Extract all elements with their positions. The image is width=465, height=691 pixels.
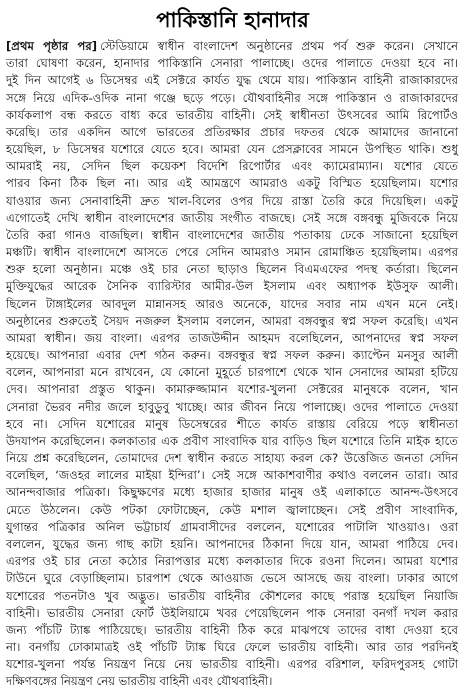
article-body	[6, 38, 458, 689]
article-line: হয়েছে। আপনারা এবার দেশ গঠন করুন। বঙ্গবন্ধুর স্বপ্ন সফল করুন। ক্যাপ্টেন মনসুর আলী	[6, 348, 458, 363]
article-line: সেনারা ভৈরব নদীর জলে হাবুডুবু খাচ্ছে। আর জীবন নিয়ে পালাচ্ছে। ওদের পালাতে দেওয়া	[6, 399, 458, 414]
headline: পাকিস্তানি হানাদার	[156, 8, 309, 32]
article-line: এগোতেই দেখি স্বাধীন বাংলাদেশের জাতীয় সংগীত বাজছে। সেই সঙ্গে বঙ্গবন্ধু মুজিবকে নিয়ে	[6, 210, 458, 225]
article-line: হয়েছিল, ৮ ডিসেম্বর যশোরে যেতে হবে। আমরা যেন প্রেসক্লাবের সামনে উপস্থিত থাকি। শুধু	[6, 142, 458, 157]
article-line: না। বনগাঁয় ঢোকামাত্রই ওই পাঁচটি ট্যাঙ্ক ঘিরে ফেলে ভারতীয় বাহিনী। আর তার পরদিনই	[6, 640, 458, 655]
article-line: দেব। আপনারা প্রস্তুত থাকুন। কামারুজ্জামান যশোর-খুলনা সেক্টরের মানুষকে বলেন, খান	[6, 382, 458, 397]
article-line: বাহিনী। ভারতীয় সেনারা ফোর্ট উইলিয়ামে খবর পেয়েছিলেন পাক সেনারা বনগাঁ দখল করার	[6, 605, 458, 620]
article-line: শুরু হলো অনুষ্ঠান। মঞ্চে ওই চার নেতা ছাড়াও ছিলেন বিএমএফের পদস্থ কর্তারা। ছিলেন	[6, 262, 458, 277]
continuation-marker: [প্রথম পৃষ্ঠার পর]	[6, 39, 98, 53]
article-line: ছিলেন টাঙ্গাইলের আবদুল মান্নানসহ আরও অনেকে, যাদের সবার নাম এখন মনে নেই।	[6, 296, 458, 311]
article-line: নিয়ে প্রশ্ন করেছিলেন, তোমাদের দেশ স্বাধীন করতে সাহায্য করল কে? উত্তেজিত জনতা সেদিন	[6, 451, 458, 466]
article-line: বললেন, যুদ্ধের জন্য গাছ কাটা হয়নি। আপনাদের ঠিকানা দিয়ে যান, আমরা পাঠিয়ে দেব।	[6, 536, 458, 551]
article-line: কার্যকলাপ বন্ধ করতে বাধ্য করে ভারতীয় বাহিনী। সেই স্বাধীনতা উৎসবের আমি রিপোর্টও	[6, 107, 458, 122]
article-line: বলেন, আপনারা মনে রাখবেন, যে কোনো মুহূর্তে চারপাশে থেকে খান সেনাদের আমরা হটিয়ে	[6, 365, 458, 380]
article-line: বলেছিল, ‘জওহর লালের মাইয়া ইন্দিরা’। সেই সঙ্গে আকাশবাণীর কথাও বললেন তারা। আর	[6, 468, 458, 483]
cropped-top-edge	[0, 0, 465, 5]
article-line: দক্ষিণবঙ্গের নিয়ন্ত্রণ নেয় ভারতীয় বাহিনী এবং যৌথবাহিনী।	[6, 674, 273, 689]
article-line: টাউনে ঘুরে বেড়াচ্ছিলাম। চারপাশ থেকে আওয়াজ ভেসে আসছে জয় বাংলা। ঢাকার আগে	[6, 571, 458, 586]
article-line: এরপর ওই চার নেতা কঠোর নিরাপত্তার মধ্যে কলকাতার দিকে রওনা দিলেন। আমরা যশোর	[6, 554, 458, 569]
article-line: আনন্দবাজার পত্রিকা। কিছুক্ষণের মধ্যে হাজার হাজার মানুষ ওই এলাকাতে আনন্দ-উৎসবে	[6, 485, 458, 500]
article-line: যশোরের পতনটাও খুব অদ্ভুত। ভারতীয় বাহিনীর কৌশলের কাছে পরাস্ত হয়েছিল নিয়াজি	[6, 588, 458, 603]
article-line: মেতে উঠলেন। কেউ পটকা ফোটাচ্ছেন, কেউ মশাল জ্বালাচ্ছেন। সেই প্রবীণ সাংবাদিক,	[6, 502, 458, 517]
article-line: হবে না। সেদিন যশোরের মানুষ ডিসেম্বরের শীতে কার্যত রাস্তায় বেরিয়ে পড়ে স্বাধীনতা	[6, 416, 458, 431]
first-line-text: স্টেডিয়ামে স্বাধীন বাংলাদেশ অনুষ্ঠানের প্রথম পর্ব শুরু করেন। সেখানে	[100, 39, 458, 53]
article-line: আমরা স্বাধীন। জয় বাংলা। এরপর তাজউদ্দীন আহমদ বলেছিলেন, আপনাদের স্বপ্ন সফল	[6, 330, 458, 345]
article-line: তারা ঘোষণা করেন, হানাদার পাকিস্তানি সেনারা পালাচ্ছে। ওদের পালাতে দেওয়া হবে না।	[6, 56, 458, 71]
article-line: যাওয়ার জন্য সেনাবাহিনী দ্রুত খাল-বিলের ওপর দিয়ে রাস্তা তৈরি করে দিয়েছিল। একটু	[6, 193, 458, 208]
article-line: আমরাই নয়, সেদিন ছিল কয়েকশ বিদেশি রিপোর্টার এবং ক্যামেরাম্যান। যশোর যেতে	[6, 159, 458, 174]
article-line: যশোর-খুলনা পর্যন্ত নিয়ন্ত্রণ নিয়ে নেয় ভারতীয় বাহিনী। এরপর বরিশাল, ফরিদপুরসহ গোটা	[6, 657, 458, 672]
article-line	[6, 38, 458, 55]
article-line: তৈরি করা গানও বাজছিল। স্বাধীন বাংলাদেশের জাতীয় পতাকায় ঢেকে সাজানো হয়েছিল	[6, 227, 458, 242]
article-line: দুই দিন আগেই ৬ ডিসেম্বর এই সেক্টরে কার্যত যুদ্ধ থেমে যায়। পাকিস্তান বাহিনী রাজাকারদের	[6, 73, 458, 88]
article-line: সঙ্গে নিয়ে এদিক-ওদিক নানা গঞ্জে ছড়ে পড়ে। যৌথবাহিনীর সঙ্গে পাকিস্তান ও রাজাকারদের	[6, 90, 458, 105]
article-line: মুক্তিযুদ্ধের আরেক সৈনিক ব্যারিস্টার আমীর-উল ইসলাম এবং অধ্যাপক ইউসুফ আলী।	[6, 279, 458, 294]
article-line: করেছি। তার একদিন আগে ভারতের প্রতিরক্ষার প্রচার দফতর থেকে আমাদের জানানো	[6, 124, 458, 139]
article-line: অনুষ্ঠানের শুরুতেই সৈয়দ নজরুল ইসলাম বললেন, আমরা বঙ্গবন্ধুর স্বপ্ন সফল করেছি। এখন	[6, 313, 458, 328]
article-line: উদযাপন করেছিলেন। কলকাতার এক প্রবীণ সাংবাদিক যার বাড়িও ছিল যশোরে তিনি মাইক হাতে	[6, 433, 458, 448]
article-line: পারব কিনা ঠিক ছিল না। আর এই আমন্ত্রণে আমরাও একটু বিস্মিত হয়েছিলাম। যশোর	[6, 176, 458, 191]
article-line: জন্য পাঁচটি ট্যাঙ্ক পাঠিয়েছে। ভারতীয় বাহিনী ঠিক করে মাঝপথে তাদের বাধা দেওয়া হবে	[6, 622, 458, 637]
article-line: যুগান্তর পত্রিকার অনিল ভট্টাচার্য গ্রামবাসীদের বললেন, যশোরের পাটালি খাওয়াও। ওরা	[6, 519, 458, 534]
article-line: মঞ্চটি। স্বাধীন বাংলাদেশে আসতে পেরে সেদিন আমরাও সমান রোমাঞ্চিত হয়েছিলাম। এরপর	[6, 245, 458, 260]
